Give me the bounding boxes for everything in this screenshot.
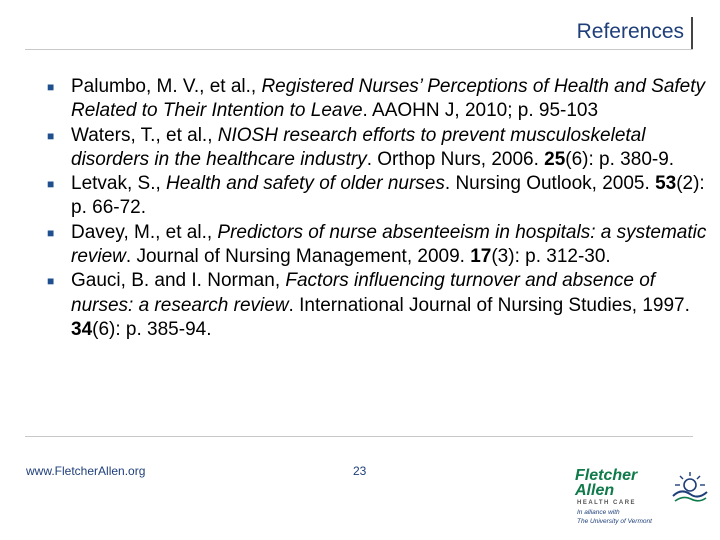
- reference-title: NIOSH research efforts to prevent musculoskeletal disorders in the healthcare industry: [71, 124, 646, 170]
- reference-authors: Letvak, S.,: [71, 173, 167, 195]
- reference-authors: Davey, M., et al.,: [71, 221, 218, 243]
- reference-authors: Waters, T., et al.,: [71, 124, 218, 146]
- reference-pages: (6): p. 380-9.: [565, 148, 675, 170]
- reference-item: [47, 172, 707, 221]
- reference-authors: Gauci, B. and I. Norman,: [71, 270, 286, 292]
- reference-source: . Journal of Nursing Management, 2009.: [125, 246, 471, 268]
- reference-source: . Orthop Nurs, 2006.: [366, 148, 545, 170]
- logo-health-care: HEALTH CARE: [577, 500, 637, 506]
- square-bullet-icon: ■: [47, 225, 55, 240]
- logo-tagline-line2: The University of Vermont: [577, 518, 652, 525]
- title-vertical-rule: [691, 17, 693, 50]
- reference-pages: (2): p. 66-72.: [71, 173, 705, 219]
- reference-title: Health and safety of older nurses: [166, 173, 445, 195]
- reference-title: Factors influencing turnover and absence of nurses: a research review: [71, 270, 656, 316]
- reference-volume: 34: [71, 318, 93, 340]
- logo-word-allen: Allen: [575, 482, 615, 499]
- fletcher-allen-logo: [575, 468, 710, 530]
- footer-rule: [25, 436, 693, 437]
- logo-word-fletcher: Fletcher: [575, 467, 638, 484]
- reference-authors: Palumbo, M. V., et al.,: [71, 76, 262, 97]
- square-bullet-icon: ■: [47, 177, 55, 192]
- reference-title: Registered Nurses’ Perceptions of Health and Safety Related to Their Intention to Leave: [71, 76, 706, 122]
- square-bullet-icon: ■: [47, 80, 55, 94]
- reference-item: [47, 124, 707, 173]
- reference-title: Predictors of nurse absenteeism in hospitals: a systematic review: [71, 221, 707, 268]
- reference-source: . Nursing Outlook, 2005.: [444, 173, 656, 195]
- reference-item: [47, 221, 707, 270]
- logo-tagline-line1: In alliance with: [577, 509, 620, 516]
- sun-mountain-icon: [671, 470, 709, 504]
- reference-list: [47, 75, 707, 342]
- mountain-wave-2: [675, 497, 706, 501]
- reference-source: . International Journal of Nursing Studies, 1997.: [288, 294, 690, 316]
- footer-website-url[interactable]: www.FletcherAllen.org: [26, 464, 146, 478]
- title-horizontal-rule: [25, 49, 693, 50]
- page-number: 23: [353, 464, 367, 478]
- reference-pages: (6): p. 385-94.: [92, 318, 212, 340]
- reference-item: [47, 75, 707, 124]
- reference-volume: 25: [544, 148, 566, 170]
- reference-pages: (3): p. 312-30.: [491, 246, 611, 268]
- square-bullet-icon: ■: [47, 128, 55, 143]
- square-bullet-icon: ■: [47, 274, 55, 289]
- reference-source: . AAOHN J, 2010; p. 95-103: [362, 100, 599, 122]
- mountain-wave: [673, 491, 707, 496]
- sun-circle: [684, 479, 696, 491]
- reference-item: [47, 269, 707, 342]
- reference-volume: 53: [655, 173, 677, 195]
- reference-volume: 17: [470, 246, 492, 268]
- logo-tagline: [577, 508, 652, 526]
- slide-title: References: [576, 20, 684, 43]
